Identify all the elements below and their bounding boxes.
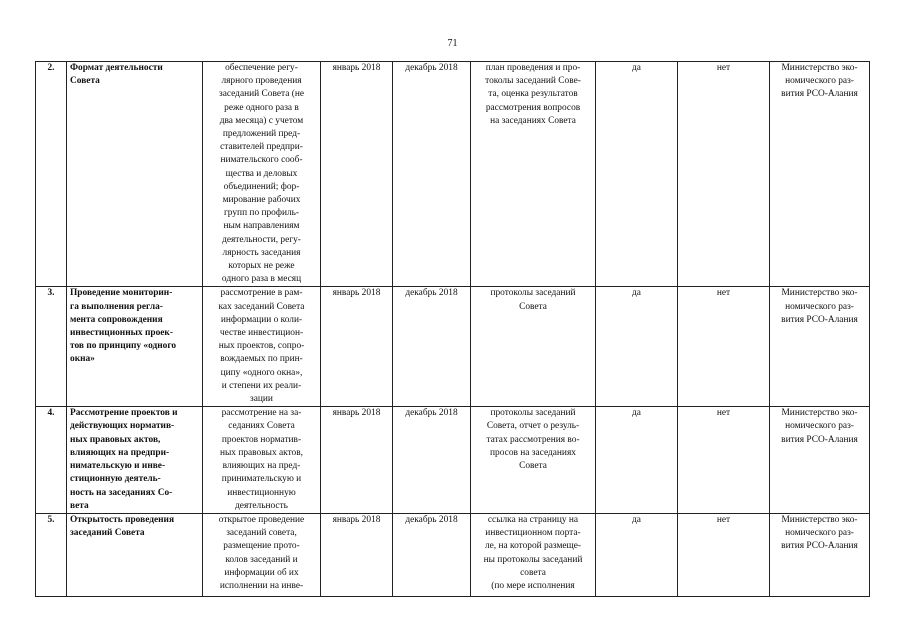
end-date: декабрь 2018	[393, 287, 471, 407]
cell-line: действующих норматив-	[70, 421, 175, 432]
cell-line: стиционную деятель-	[70, 474, 161, 485]
cell-line: ных правовых актов,	[219, 447, 304, 458]
cell-line: обеспечение регу-	[225, 63, 298, 73]
cell-line: протоколы заседаний	[490, 288, 576, 299]
cell-line: Совета, отчет о резуль-	[486, 421, 580, 432]
cell-line: Проведение мониторин-	[70, 288, 173, 299]
cell-line: вета	[70, 500, 89, 511]
cell-line: информации об их	[224, 567, 299, 578]
cell-line: деятельности, регу-	[222, 234, 301, 245]
cell-line: заседаний Совета	[70, 528, 145, 539]
cell-line: колов заседаний и	[225, 554, 298, 565]
cell-line: га выполнения регла-	[70, 301, 163, 312]
cell-line: инвестиционную	[227, 487, 296, 498]
cell-line: одного раза в месяц	[221, 274, 302, 285]
cell-line: и степени их реали-	[221, 380, 302, 391]
row-number: 4.	[36, 407, 67, 514]
cell-line: номического раз-	[785, 301, 854, 312]
cell-line: лярного проведения	[221, 76, 302, 87]
cell-line: (по мере исполнения	[491, 580, 575, 591]
cell-line: ных проектов, сопро-	[218, 341, 305, 352]
table-row	[36, 407, 870, 514]
cell-line: просов на заседаниях	[490, 447, 576, 458]
responsible-body	[770, 62, 870, 287]
cell-line: ссылка на страницу на	[487, 514, 579, 525]
end-date: декабрь 2018	[393, 513, 471, 596]
start-date: январь 2018	[321, 513, 393, 596]
cell-line: окна»	[70, 354, 95, 365]
table-row	[36, 62, 870, 287]
expected-result	[471, 513, 596, 596]
cell-line: лярность заседания	[222, 247, 301, 258]
cell-line: инвестиционном порта-	[485, 528, 581, 539]
cell-line: Совета	[70, 76, 100, 87]
cell-line: заседаний совета,	[226, 528, 297, 539]
cell-line: нимательского сооб-	[220, 155, 303, 166]
cell-line: номического раз-	[785, 528, 854, 539]
cell-line: номического раз-	[785, 76, 854, 87]
cell-line: два месяца) с учетом	[219, 115, 304, 126]
yes-cell: да	[596, 513, 678, 596]
start-date: январь 2018	[321, 407, 393, 514]
cell-line: честве инвестицион-	[219, 328, 304, 339]
cell-line: Министерство эко-	[781, 408, 858, 419]
cell-line: рассмотрение на за-	[221, 408, 302, 419]
cell-line: Министерство эко-	[781, 288, 858, 299]
no-cell: нет	[678, 513, 770, 596]
cell-line: токолы заседаний Сове-	[485, 76, 581, 87]
cell-line: ках заседаний Совета	[218, 301, 305, 312]
cell-line: Открытость проведения	[70, 514, 175, 525]
cell-line: номического раз-	[785, 421, 854, 432]
cell-line: информации о коли-	[220, 314, 303, 325]
cell-line: нимательскую и инве-	[70, 461, 166, 472]
no-cell: нет	[678, 407, 770, 514]
cell-line: размещение прото-	[223, 541, 300, 552]
cell-line: та, оценка результатов	[488, 89, 578, 100]
responsible-body	[770, 407, 870, 514]
cell-line: ность на заседаниях Со-	[70, 487, 173, 498]
measure-description	[203, 62, 321, 287]
row-number: 5.	[36, 513, 67, 596]
page-number: 71	[447, 38, 458, 49]
cell-line: на заседаниях Совета	[490, 115, 576, 126]
cell-line: инвестиционных проек-	[70, 328, 173, 339]
cell-line: ставителей предпри-	[220, 142, 303, 153]
cell-line: седаниях Совета	[228, 421, 295, 432]
start-date: январь 2018	[321, 62, 393, 287]
cell-line: Совета	[519, 461, 547, 472]
expected-result	[471, 407, 596, 514]
end-date: декабрь 2018	[393, 407, 471, 514]
expected-result	[471, 287, 596, 407]
cell-line: Совета	[519, 301, 547, 312]
cell-line: принимательскую и	[221, 474, 302, 485]
cell-line: деятельность	[235, 500, 288, 511]
responsible-body	[770, 513, 870, 596]
cell-line: Рассмотрение проектов и	[70, 408, 178, 419]
cell-line: реже одного раза в	[224, 102, 299, 113]
cell-line: рассмотрение в рам-	[220, 288, 303, 299]
cell-line: влияющих на пред-	[222, 461, 301, 472]
cell-line: щества и деловых	[225, 168, 298, 179]
cell-line: рассмотрения вопросов	[485, 102, 581, 113]
yes-cell: да	[596, 62, 678, 287]
cell-line: ципу «одного окна»,	[220, 367, 303, 378]
yes-cell: да	[596, 407, 678, 514]
cell-line: открытое проведение	[218, 514, 305, 525]
cell-line: вития РСО-Алания	[781, 314, 858, 325]
cell-line: вития РСО-Алания	[781, 89, 858, 100]
end-date: декабрь 2018	[393, 62, 471, 287]
measure-name	[67, 513, 203, 596]
cell-line: объединений; фор-	[223, 181, 300, 192]
cell-line: Министерство эко-	[781, 514, 858, 525]
cell-line: Формат деятельности	[70, 63, 163, 73]
cell-line: план проведения и про-	[485, 63, 581, 73]
cell-line: групп по профиль-	[223, 208, 300, 219]
cell-line: ных правовых актов,	[70, 434, 161, 445]
start-date: январь 2018	[321, 287, 393, 407]
cell-line: которых не реже	[228, 261, 295, 272]
measure-name	[67, 287, 203, 407]
responsible-body	[770, 287, 870, 407]
measures-table	[35, 61, 870, 597]
cell-line: мирование рабочих	[222, 195, 301, 206]
cell-line: тов по принципу «одного	[70, 341, 177, 352]
yes-cell: да	[596, 287, 678, 407]
cell-line: влияющих на предпри-	[70, 447, 170, 458]
cell-line: ле, на которой размеще-	[484, 541, 582, 552]
no-cell: нет	[678, 62, 770, 287]
cell-line: протоколы заседаний	[490, 408, 576, 419]
cell-line: мента сопровождения	[70, 314, 163, 325]
cell-line: вождаемых по прин-	[220, 354, 303, 365]
cell-line: Министерство эко-	[781, 63, 858, 73]
cell-line: совета	[520, 567, 546, 578]
measure-description	[203, 287, 321, 407]
cell-line: заседаний Совета (не	[219, 89, 304, 100]
table-row	[36, 513, 870, 596]
cell-line: проектов норматив-	[221, 434, 302, 445]
cell-line: вития РСО-Алания	[781, 541, 858, 552]
measure-name	[67, 62, 203, 287]
measure-description	[203, 407, 321, 514]
row-number: 2.	[36, 62, 67, 287]
cell-line: вития РСО-Алания	[781, 434, 858, 445]
measure-description	[203, 513, 321, 596]
no-cell: нет	[678, 287, 770, 407]
cell-line: татах рассмотрения во-	[486, 434, 580, 445]
table-row	[36, 287, 870, 407]
cell-line: зации	[250, 394, 273, 405]
cell-line: ны протоколы заседаний	[483, 554, 583, 565]
measure-name	[67, 407, 203, 514]
cell-line: ным направлениям	[223, 221, 300, 232]
row-number: 3.	[36, 287, 67, 407]
cell-line: исполнении на инве-	[219, 580, 304, 591]
expected-result	[471, 62, 596, 287]
cell-line: предложений пред-	[222, 129, 301, 140]
